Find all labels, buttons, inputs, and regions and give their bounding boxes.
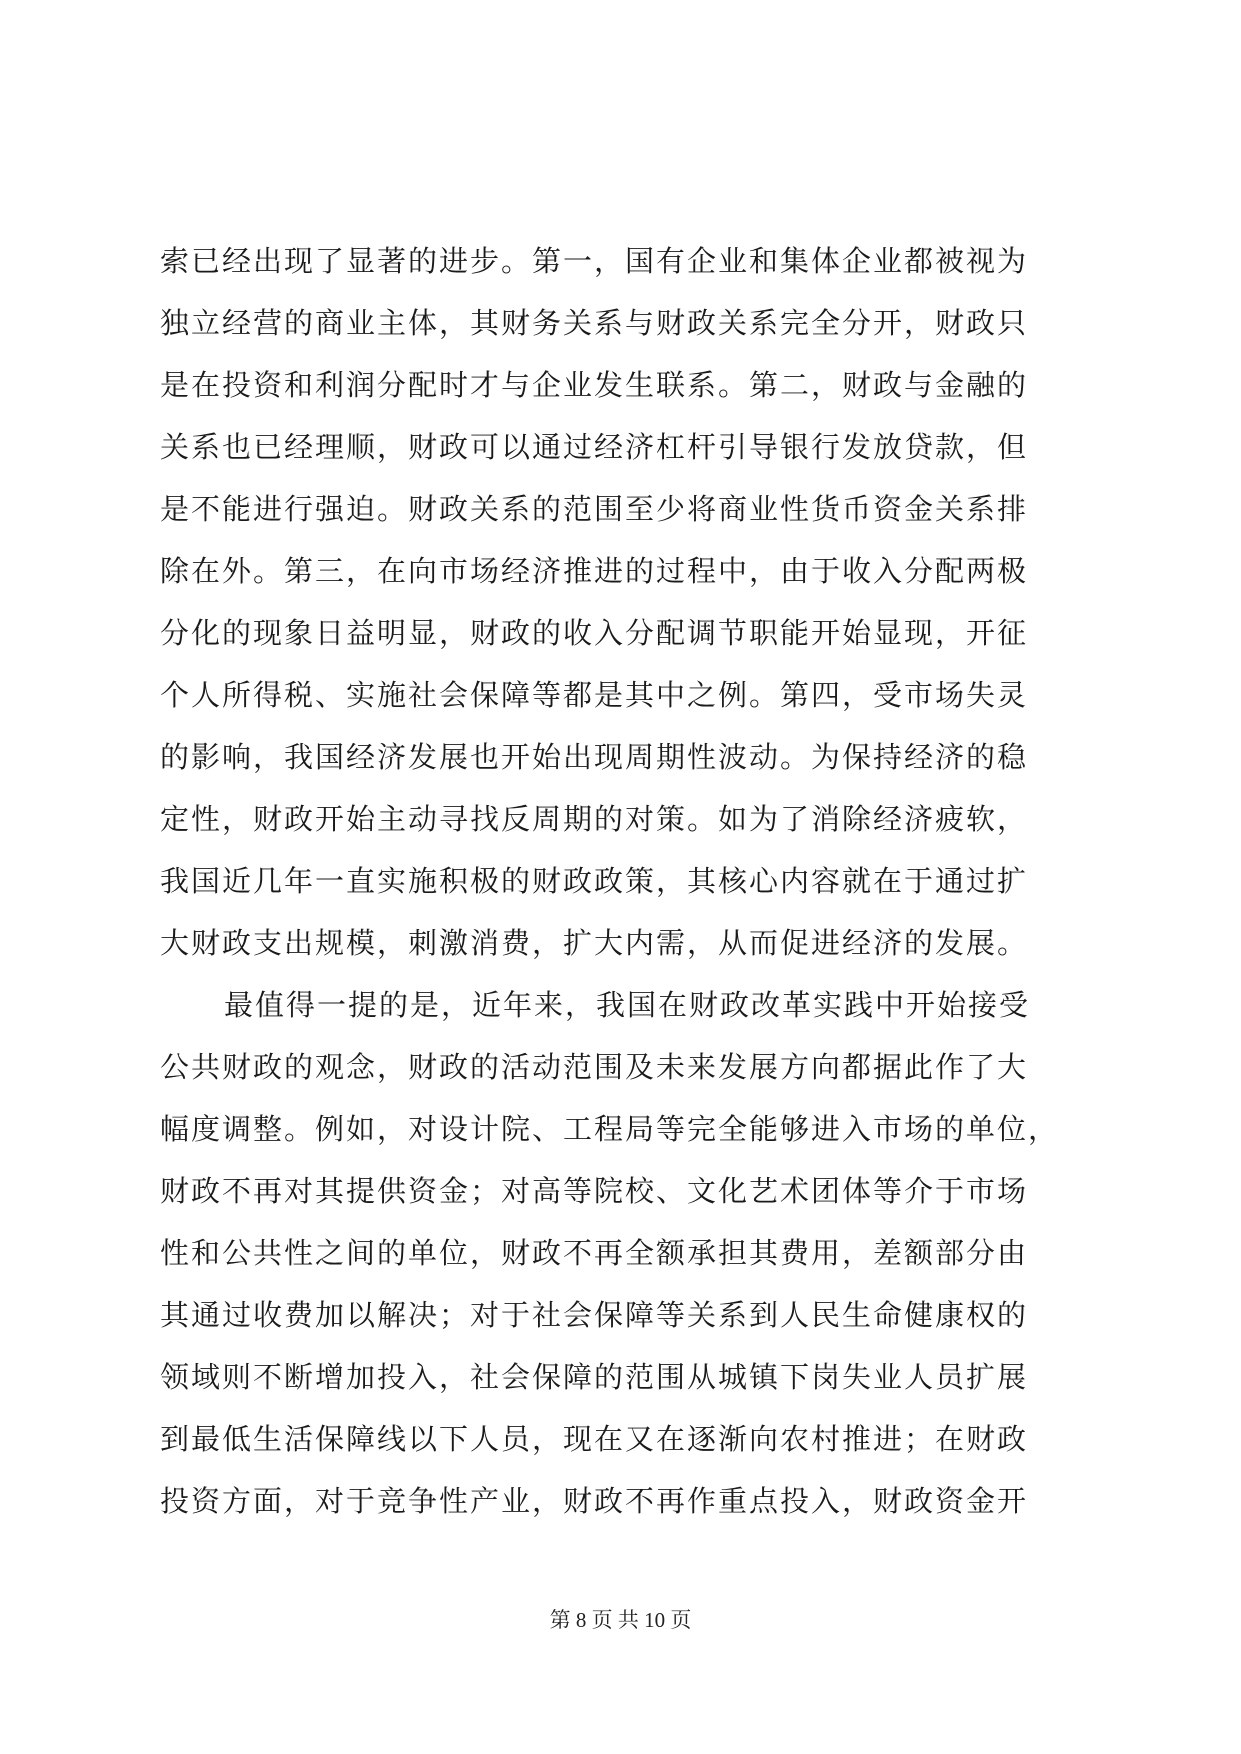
text-line: 独立经营的商业主体，其财务关系与财政关系完全分开，财政只 (160, 306, 1029, 340)
text-line: 除在外。第三，在向市场经济推进的过程中，由于收入分配两极 (160, 554, 1029, 588)
text-line: 领域则不断增加投入，社会保障的范围从城镇下岗失业人员扩展 (160, 1360, 1029, 1394)
text-line: 投资方面，对于竞争性产业，财政不再作重点投入，财政资金开 (160, 1484, 1029, 1518)
text-line: 个人所得税、实施社会保障等都是其中之例。第四，受市场失灵 (160, 678, 1029, 712)
text-line: 大财政支出规模，刺激消费，扩大内需，从而促进经济的发展。 (160, 926, 1029, 960)
text-line: 我国近几年一直实施积极的财政政策，其核心内容就在于通过扩 (160, 864, 1029, 898)
text-line: 的影响，我国经济发展也开始出现周期性波动。为保持经济的稳 (160, 740, 1029, 774)
text-line: 关系也已经理顺，财政可以通过经济杠杆引导银行发放贷款，但 (160, 430, 1029, 464)
text-line: 公共财政的观念，财政的活动范围及未来发展方向都据此作了大 (160, 1050, 1029, 1084)
text-line: 财政不再对其提供资金；对高等院校、文化艺术团体等介于市场 (160, 1174, 1029, 1208)
paragraph-2 (160, 974, 1100, 1532)
text-line: 性和公共性之间的单位，财政不再全额承担其费用，差额部分由 (160, 1236, 1029, 1270)
page-number-footer: 第 8 页 共 10 页 (549, 1608, 692, 1632)
text-line: 幅度调整。例如，对设计院、工程局等完全能够进入市场的单位， (160, 1112, 1060, 1146)
text-line: 其通过收费加以解决；对于社会保障等关系到人民生命健康权的 (160, 1298, 1029, 1332)
text-line: 是在投资和利润分配时才与企业发生联系。第二，财政与金融的 (160, 368, 1029, 402)
text-line: 是不能进行强迫。财政关系的范围至少将商业性货币资金关系排 (160, 492, 1029, 526)
paragraph-1 (160, 230, 1100, 974)
text-line: 定性，财政开始主动寻找反周期的对策。如为了消除经济疲软， (160, 802, 1029, 836)
text-line: 索已经出现了显著的进步。第一，国有企业和集体企业都被视为 (160, 244, 1029, 278)
text-line: 最值得一提的是，近年来，我国在财政改革实践中开始接受 (224, 988, 1031, 1022)
text-line: 到最低生活保障线以下人员，现在又在逐渐向农村推进；在财政 (160, 1422, 1029, 1456)
document-body (160, 230, 1100, 1532)
text-line: 分化的现象日益明显，财政的收入分配调节职能开始显现，开征 (160, 616, 1029, 650)
